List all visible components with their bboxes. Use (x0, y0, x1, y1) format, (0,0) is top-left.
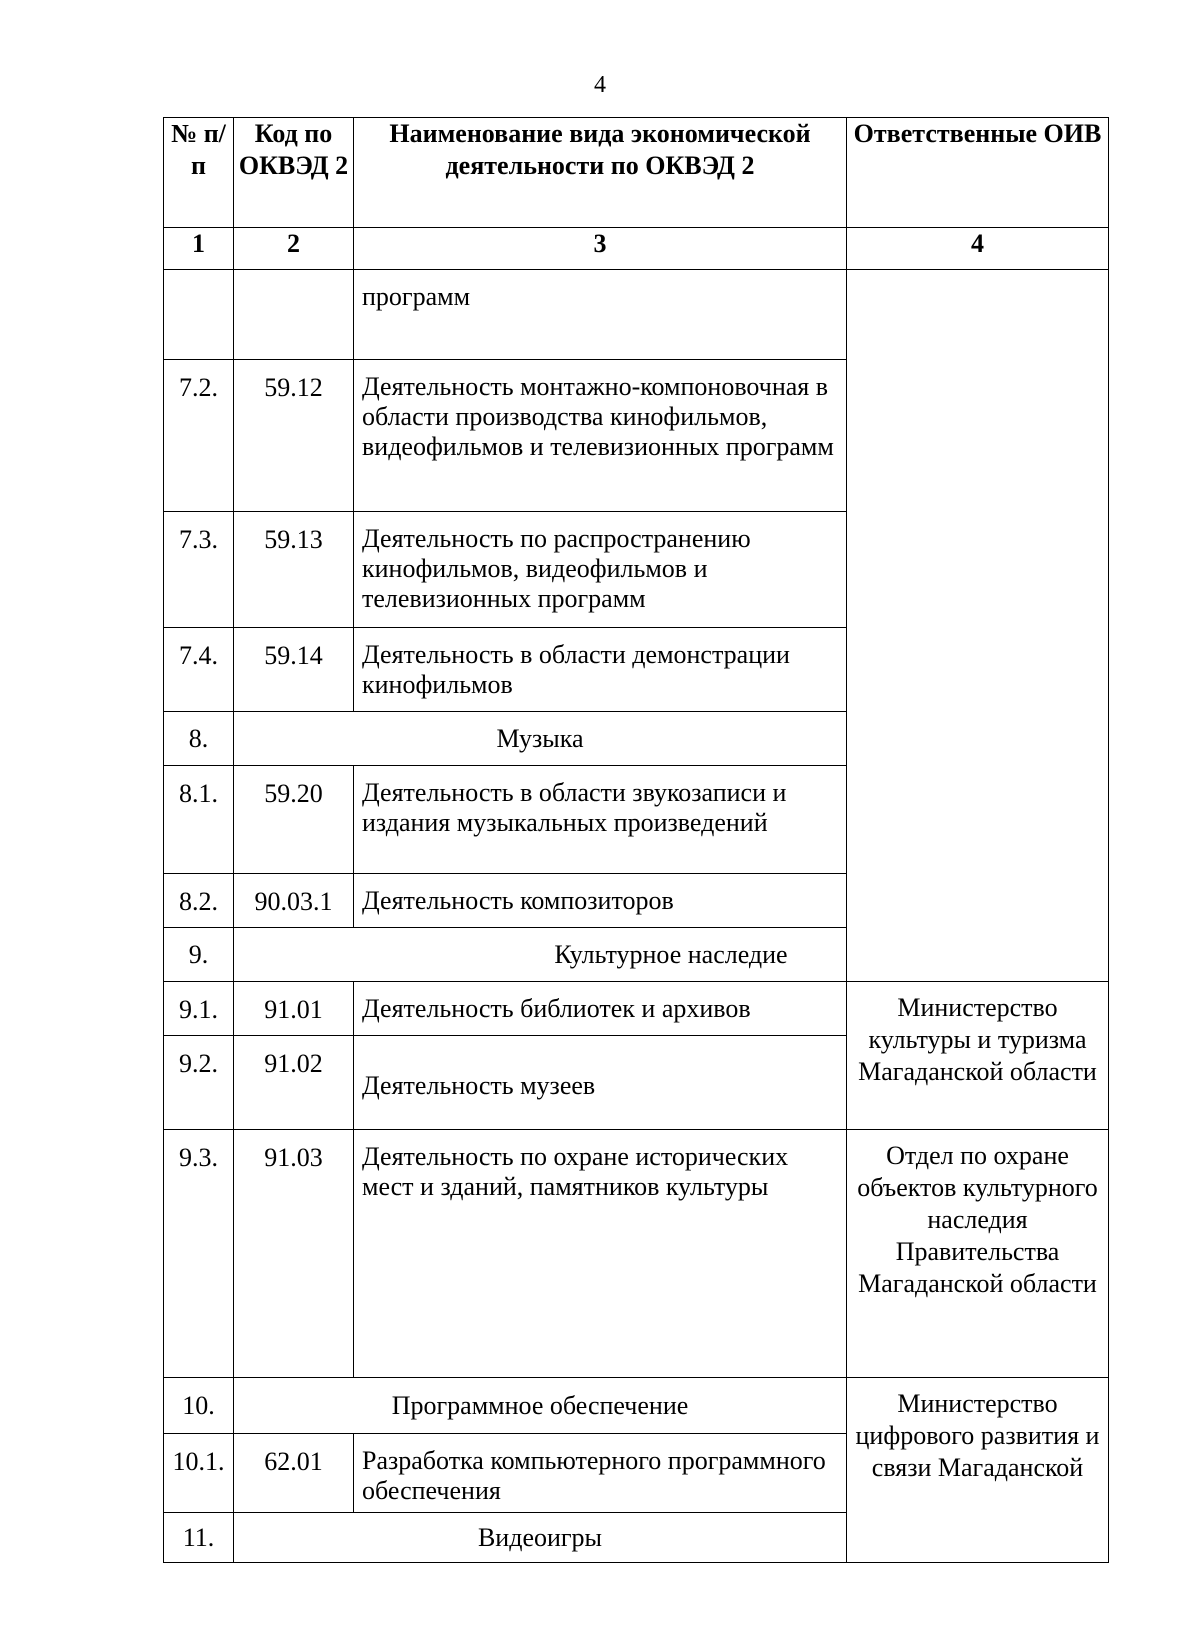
section-number: 10. (164, 1378, 234, 1434)
row-code: 91.02 (234, 1036, 354, 1130)
row-number: 7.2. (164, 360, 234, 512)
row-activity-name: Деятельность в области звукозаписи и издания музыкальных произведений (354, 766, 847, 874)
row-code: 91.01 (234, 982, 354, 1036)
row-number: 10.1. (164, 1434, 234, 1513)
row-activity-name: программ (354, 270, 847, 360)
column-number: 3 (354, 228, 847, 270)
section-title: Культурное наследие (234, 928, 1109, 982)
table-row (164, 270, 1109, 360)
row-activity-name: Деятельность музеев (354, 1036, 847, 1130)
row-activity-name: Деятельность по охране исторических мест и зданий, памятников культуры (354, 1130, 847, 1378)
row-activity-name: Деятельность в области демонстрации кинофильмов (354, 628, 847, 712)
responsible-authority: Отдел по охране объектов культурного наследия Правительства Магаданской области (847, 1130, 1109, 1378)
table-row (164, 1130, 1109, 1378)
row-code (234, 270, 354, 360)
okved-table (163, 117, 1109, 1563)
column-numbers-row (164, 228, 1109, 270)
section-title: Программное обеспечение (234, 1378, 847, 1434)
section-number: 8. (164, 712, 234, 766)
row-number: 7.4. (164, 628, 234, 712)
table-header-row (164, 118, 1109, 228)
row-code: 91.03 (234, 1130, 354, 1378)
row-activity-name: Деятельность по распространению кинофильмов, видеофильмов и телевизионных программ (354, 512, 847, 628)
row-activity-name: Деятельность композиторов (354, 874, 847, 928)
row-activity-name: Деятельность библиотек и архивов (354, 982, 847, 1036)
row-number: 8.2. (164, 874, 234, 928)
section-row (164, 1378, 1109, 1434)
column-number: 4 (847, 228, 1109, 270)
responsible-empty-cell (847, 270, 1109, 982)
row-number: 8.1. (164, 766, 234, 874)
row-number: 9.3. (164, 1130, 234, 1378)
header-activity-name: Наименование вида экономической деятельности по ОКВЭД 2 (354, 118, 847, 228)
header-responsible: Ответственные ОИВ (847, 118, 1109, 228)
column-number: 2 (234, 228, 354, 270)
row-code: 59.13 (234, 512, 354, 628)
section-title: Музыка (234, 712, 847, 766)
header-code: Код по ОКВЭД 2 (234, 118, 354, 228)
row-code: 59.12 (234, 360, 354, 512)
row-number: 7.3. (164, 512, 234, 628)
row-code: 59.14 (234, 628, 354, 712)
section-number: 11. (164, 1513, 234, 1563)
row-code: 62.01 (234, 1434, 354, 1513)
row-activity-name: Разработка компьютерного программного обеспечения (354, 1434, 847, 1513)
responsible-authority: Министерство цифрового развития и связи Магаданской (847, 1378, 1109, 1563)
section-number: 9. (164, 928, 234, 982)
section-title: Видеоигры (234, 1513, 847, 1563)
row-number: 9.2. (164, 1036, 234, 1130)
table-row (164, 982, 1109, 1036)
row-activity-name: Деятельность монтажно-компоновочная в области производства кинофильмов, видеофильмов и телевизионных программ (354, 360, 847, 512)
row-number: 9.1. (164, 982, 234, 1036)
column-number: 1 (164, 228, 234, 270)
responsible-authority: Министерство культуры и туризма Магаданской области (847, 982, 1109, 1130)
header-number: № п/п (164, 118, 234, 228)
row-code: 59.20 (234, 766, 354, 874)
row-number (164, 270, 234, 360)
row-code: 90.03.1 (234, 874, 354, 928)
section-row (164, 928, 1109, 982)
page-number: 4 (594, 72, 606, 98)
